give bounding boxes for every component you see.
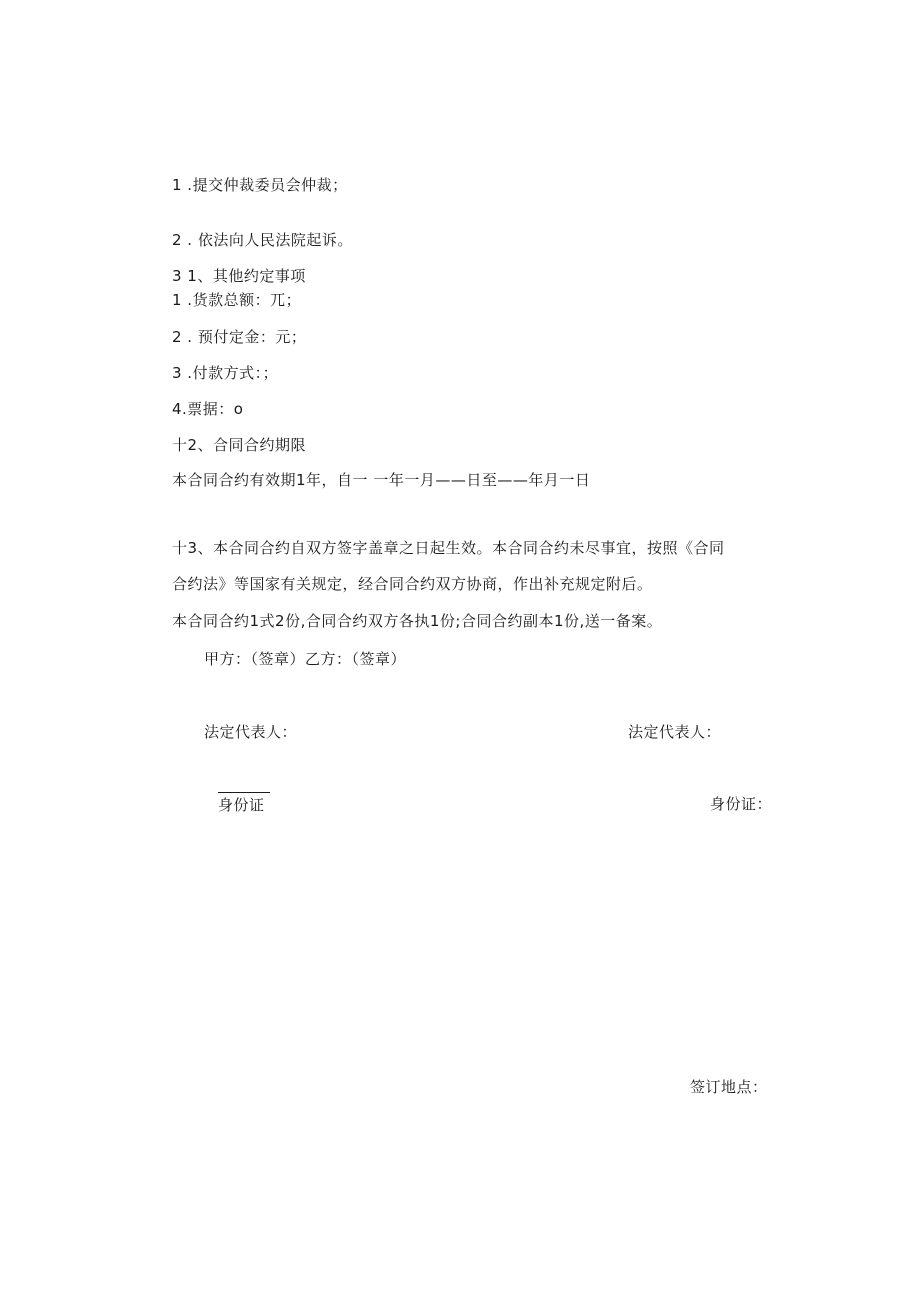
id-card-left: 身份证 [218,792,270,815]
term-total-amount: 1 .货款总额：兀； [172,291,302,309]
parties-seal-line: 甲方：（签章）乙方：（签章） [204,650,407,668]
copies-clause: 本合同合约1式2份,合同合约双方各执1份;合同合约副本1份,送一备案。 [172,612,663,630]
term-payment-method: 3 .付款方式：； [172,364,279,382]
section-contract-term: 十2、合同合约期限 [172,436,307,454]
signing-place: 签订地点： [690,1078,768,1096]
effective-clause-line-1: 十3、本合同合约自双方签字盖章之日起生效。本合同合约未尽事宜，按照《合同 [172,539,725,557]
id-card-right: 身份证： [710,795,773,813]
legal-rep-left: 法定代表人： [204,723,298,741]
term-deposit: 2 . 预付定金：元； [172,328,307,346]
clause-item-arbitration: 1 .提交仲裁委员会仲裁； [172,176,348,194]
clause-item-lawsuit: 2 . 依法向人民法院起诉。 [172,231,353,249]
contract-term-text: 本合同合约有效期1年，自一 一年一月——日至——年月一日 [172,471,591,489]
section-other-terms: 3 1、其他约定事项 [172,267,306,285]
effective-clause-line-2: 合约法》等国家有关规定，经合同合约双方协商，作出补充规定附后。 [172,575,653,593]
legal-rep-right: 法定代表人： [628,723,722,741]
term-invoice: 4.票据：o [172,400,244,418]
